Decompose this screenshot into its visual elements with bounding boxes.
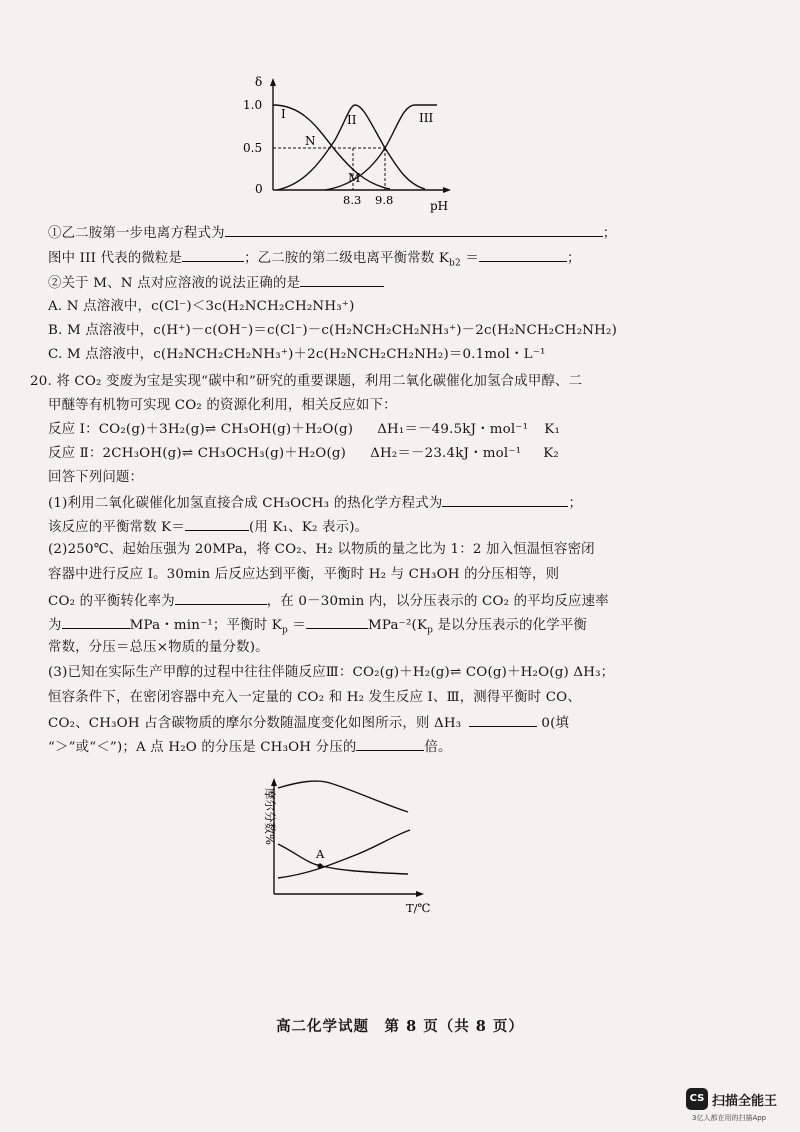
curve-label-I: I [281, 107, 286, 121]
curve-rising [278, 830, 410, 878]
cs-logo-icon: CS [686, 1088, 708, 1110]
sub-q3-line-3: CO₂、CH₃OH 占含碳物质的摩尔分数随温度变化如图所示，则 ΔH₃ 0(填 [48, 712, 768, 734]
y-tick-0: 0 [255, 182, 263, 196]
x-axis-label: pH [430, 199, 449, 213]
sub-q2-line-3: CO₂ 的平衡转化率为 ，在 0－30min 内，以分压表示的 CO₂ 的平均反应速率 [48, 590, 768, 612]
q-line-2: 图中 III 代表的微粒是 ；乙二胺的第二级电离平衡常数 $K_{b2}$ ＝ ； [48, 247, 768, 274]
molar-fraction-chart [238, 770, 438, 920]
sub-q2-line-5: 常数，分压＝总压×物质的量分数)。 [48, 640, 269, 655]
answer-intro: 回答下列问题： [48, 470, 144, 485]
option-c: C. M 点溶液中，c(H₂NCH₂CH₂NH₃⁺)＋2c(H₂NCH₂CH₂NH₂)＝0.1mol・L⁻¹ [48, 347, 546, 362]
q-line-3: ②关于 M、N 点对应溶液的说法正确的是 [48, 272, 768, 294]
reaction-2: 反应 Ⅱ：2CH₃OH(g)⇌ CH₃OCH₃(g)＋H₂O(g) ΔH₂＝－23.4kJ・mol⁻¹ K₂ [48, 446, 559, 461]
reaction-1: 反应 Ⅰ：CO₂(g)＋3H₂(g)⇌ CH₃OH(g)＋H₂O(g) ΔH₁＝－49.5kJ・mol⁻¹ K₁ [48, 422, 561, 437]
curve-I [273, 105, 390, 189]
curve-label-II: II [347, 113, 357, 127]
curve-label-III: III [419, 111, 434, 125]
point-label-A: A [316, 847, 325, 861]
sub-q1-line-1: (1)利用二氧化碳催化加氢直接合成 CH₃OCH₃ 的热化学方程式为 ； [48, 492, 768, 514]
point-A [317, 863, 322, 868]
x-tick-9.8: 9.8 [375, 193, 394, 207]
sub-q2-line-4: 为 MPa・min⁻¹；平衡时 $K_p = MPa^{-2}(K_p$ 是以分压表示的化学平衡 [48, 614, 768, 641]
q20-line-1: 20. 将 CO₂ 变废为宝是实现“碳中和”研究的重要课题，利用二氧化碳催化加氢合成甲醇、二 [30, 374, 583, 389]
q20-line-2: 甲醚等有机物可实现 CO₂ 的资源化利用，相关反应如下： [48, 398, 397, 413]
x-tick-8.3: 8.3 [343, 193, 362, 207]
sub-q2-line-1: (2)250℃、起始压强为 20MPa，将 CO₂、H₂ 以物质的量之比为 1：2 加入恒温恒容密闭 [48, 542, 595, 557]
y-tick-1: 1.0 [243, 98, 263, 112]
option-b: B. M 点溶液中，c(H⁺)－c(OH⁻)＝c(Cl⁻)－c(H₂NCH₂CH₂NH₃⁺)－2c(H₂NCH₂CH₂NH₂) [48, 323, 618, 338]
point-label-N: N [305, 134, 316, 148]
scanner-watermark [686, 1088, 792, 1126]
q-line-1: ①乙二胺第一步电离方程式为 ； [48, 222, 768, 244]
option-a: A. N 点溶液中，c(Cl⁻)＜3c(H₂NCH₂CH₂NH₃⁺) [48, 299, 355, 314]
curve-top [278, 781, 408, 812]
y-axis-arrow [271, 778, 277, 786]
point-label-M: M [348, 171, 361, 185]
distribution-chart [225, 72, 465, 218]
sub-q1-line-2: 该反应的平衡常数 K＝ (用 K₁、K₂ 表示)。 [48, 516, 768, 538]
y-tick-05: 0.5 [243, 141, 263, 155]
scanner-app-name: 扫描全能王 [712, 1094, 778, 1109]
page-footer: 高二化学试题 第 8 页（共 8 页） [276, 1018, 524, 1035]
scanner-app-slogan: 3亿人都在用的扫描App [692, 1114, 767, 1122]
x-axis-arrow [416, 891, 424, 897]
curve-falling [278, 844, 408, 874]
sub-q2-line-2: 容器中进行反应 Ⅰ。30min 后反应达到平衡，平衡时 H₂ 与 CH₃OH 的分压相等，则 [48, 567, 560, 582]
y-axis-arrow [270, 78, 276, 86]
x-axis-arrow [443, 187, 451, 193]
x-axis-label: T/℃ [406, 901, 431, 915]
sub-q3-line-1: (3)已知在实际生产甲醇的过程中往往伴随反应Ⅲ：CO₂(g)＋H₂(g)⇌ CO(g)＋H₂O(g) ΔH₃； [48, 665, 615, 680]
sub-q3-line-4: “＞”或“＜”)；A 点 H₂O 的分压是 CH₃OH 分压的 倍。 [48, 736, 768, 758]
sub-q3-line-2: 恒容条件下，在密闭容器中充入一定量的 CO₂ 和 H₂ 发生反应 Ⅰ、Ⅲ，测得平衡时 CO、 [48, 690, 581, 705]
y-axis-label: δ [255, 75, 263, 89]
y-axis-label: 摩尔分数% [263, 788, 277, 845]
